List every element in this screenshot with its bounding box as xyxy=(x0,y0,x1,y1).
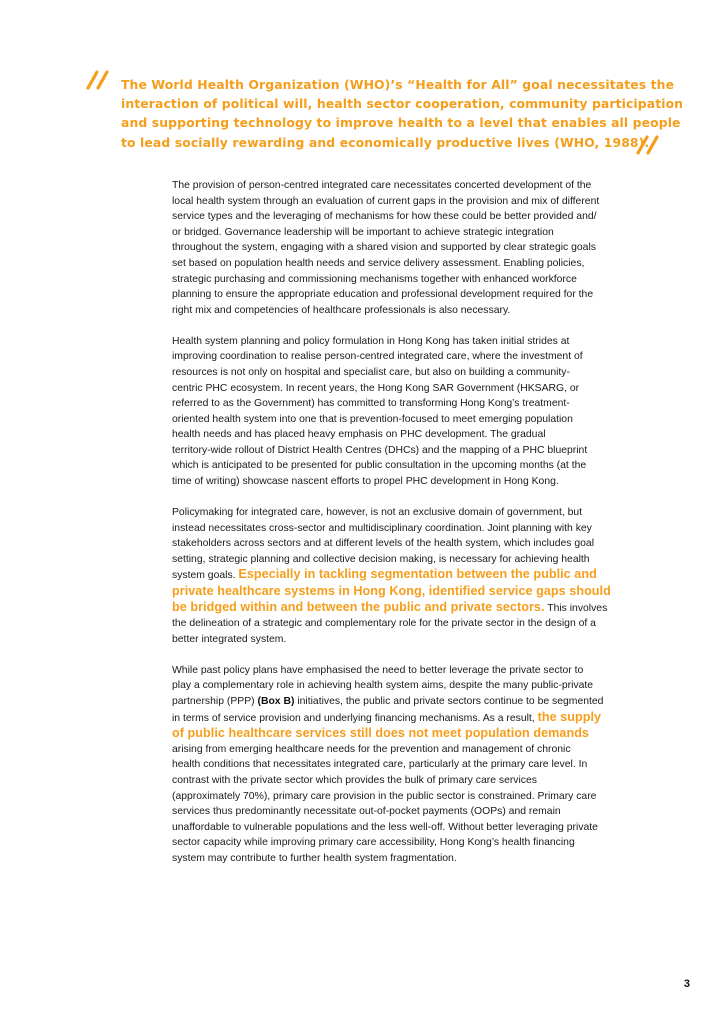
highlight-text: the supply xyxy=(537,709,602,724)
pull-quote-line: The World Health Organization (WHO)’s “Health for All” goal necessitates the xyxy=(121,77,675,92)
body-text xyxy=(172,178,662,882)
text-line: unaffordable to vulnerable populations and the less well-off. Without better leveraging private xyxy=(172,821,598,833)
box-reference: (Box B) xyxy=(257,695,295,707)
paragraph-1 xyxy=(172,178,662,318)
highlight-text: private healthcare systems in Hong Kong, identified service gaps should xyxy=(172,584,611,599)
text-line: Policymaking for integrated care, however, is not an exclusive domain of government, but xyxy=(172,507,583,519)
text-line: While past policy plans have emphasised the need to better leverage the private sector to xyxy=(172,664,584,676)
text-run: partnership (PPP) xyxy=(172,695,258,707)
text-line xyxy=(172,567,662,584)
pull-quote-line: to lead socially rewarding and economically productive lives (WHO, 1988). xyxy=(121,134,650,150)
text-line: referred to as the Government) has committed to transforming Hong Kong’s treatment- xyxy=(172,398,570,410)
text-line: services thus predominantly necessitate out-of-pocket payments (OOPs) and remain xyxy=(172,806,561,818)
paragraph-4 xyxy=(172,663,662,867)
text-line: system may contribute to further health system fragmentation. xyxy=(172,852,457,864)
text-line: health conditions that necessitates integrated care, particularly at the primary care level. In xyxy=(172,759,588,771)
text-run: system goals. xyxy=(172,570,239,582)
pull-quote xyxy=(121,75,684,152)
paragraph-2 xyxy=(172,334,662,490)
text-line: centric PHC ecosystem. In recent years, the Hong Kong SAR Government (HKSARG, or xyxy=(172,382,580,394)
text-line: Health system planning and policy formulation in Hong Kong has taken initial strides at xyxy=(172,335,570,347)
text-line: (approximately 70%), primary care provision in the public sector is constrained. Primary care xyxy=(172,790,597,802)
text-line: time of writing) showcase nascent efforts to propel PHC development in Hong Kong. xyxy=(172,476,559,488)
text-line: improving coordination to realise person-centred integrated care, where the investment of xyxy=(172,351,583,363)
paragraph-3 xyxy=(172,505,662,647)
page-number: 3 xyxy=(683,978,690,990)
text-line: the delineation of a strategic and complementary role for the private sector in the design of a xyxy=(172,618,596,630)
text-line: local health system through an evaluation of current gaps in the provision and mix of different xyxy=(172,195,600,207)
text-line: sector capacity while improving primary care accessibility, Hong Kong’s health financing xyxy=(172,837,575,849)
text-line: oriented health system into one that is prevention-focused to meet emerging population xyxy=(172,413,573,425)
close-quote-icon xyxy=(636,135,662,155)
text-line: strategic purchasing and commissioning mechanisms together with enhanced workforce xyxy=(172,273,577,285)
text-line: setting, strategic planning and collective decision making, is necessary for achieving health xyxy=(172,553,590,565)
highlight-text: Especially in tackling segmentation between the public and xyxy=(238,567,597,582)
text-line: contrast with the private sector which provides the bulk of primary care services xyxy=(172,774,537,786)
pull-quote-line: and supporting technology to improve health to a level that enables all people xyxy=(121,115,681,131)
text-line: throughout the system, engaging with a shared vision and supported by clear strategic goals xyxy=(172,242,596,254)
text-line: planning to ensure the appropriate education and professional development required for the xyxy=(172,289,594,301)
highlight-text: be bridged within and between the public and private sectors. xyxy=(172,599,545,614)
text-line xyxy=(172,600,662,617)
text-line: health needs and has placed heavy emphasis on PHC development. The gradual xyxy=(172,429,546,441)
text-line xyxy=(172,710,662,727)
text-line: set based on population health needs and service delivery assessment. Enabling policies, xyxy=(172,257,585,269)
text-line: which is anticipated to be presented for public consultation in the upcoming months (at the xyxy=(172,460,587,472)
text-run: in terms of service provision and underlying financing mechanisms. As a result, xyxy=(172,712,538,724)
text-line: arising from emerging healthcare needs for the prevention and management of chronic xyxy=(172,743,571,755)
text-line: territory-wide rollout of District Health Centres (DHCs) and the mapping of a PHC blueprint xyxy=(172,444,588,456)
open-quote-icon xyxy=(86,70,112,90)
highlight-text: of public healthcare services still does not meet population demands xyxy=(172,726,589,741)
text-line: or bridged. Governance leadership will be important to achieve strategic integration xyxy=(172,226,554,238)
pull-quote-line: interaction of political will, health sector cooperation, community participation xyxy=(121,96,684,112)
text-line: play a complementary role in achieving health system aims, despite the many public-private xyxy=(172,680,594,692)
text-line: right mix and competencies of healthcare professionals is also necessary. xyxy=(172,304,511,316)
text-line xyxy=(172,694,662,710)
text-line: resources is not only on hospital and specialist care, but also on building a community- xyxy=(172,366,570,378)
text-run: initiatives, the public and private sectors continue to be segmented xyxy=(294,695,604,707)
text-run: This involves xyxy=(544,602,608,614)
text-line: The provision of person-centred integrated care necessitates concerted development of the xyxy=(172,180,592,191)
text-line: better integrated system. xyxy=(172,633,287,645)
text-line: instead necessitates cross-sector and multidisciplinary coordination. Joint planning with key xyxy=(172,522,592,534)
text-line: service types and the leveraging of mechanisms for how these could be better provided and/ xyxy=(172,211,597,223)
text-line: stakeholders across sectors and at different levels of the health system, which includes goal xyxy=(172,538,595,550)
